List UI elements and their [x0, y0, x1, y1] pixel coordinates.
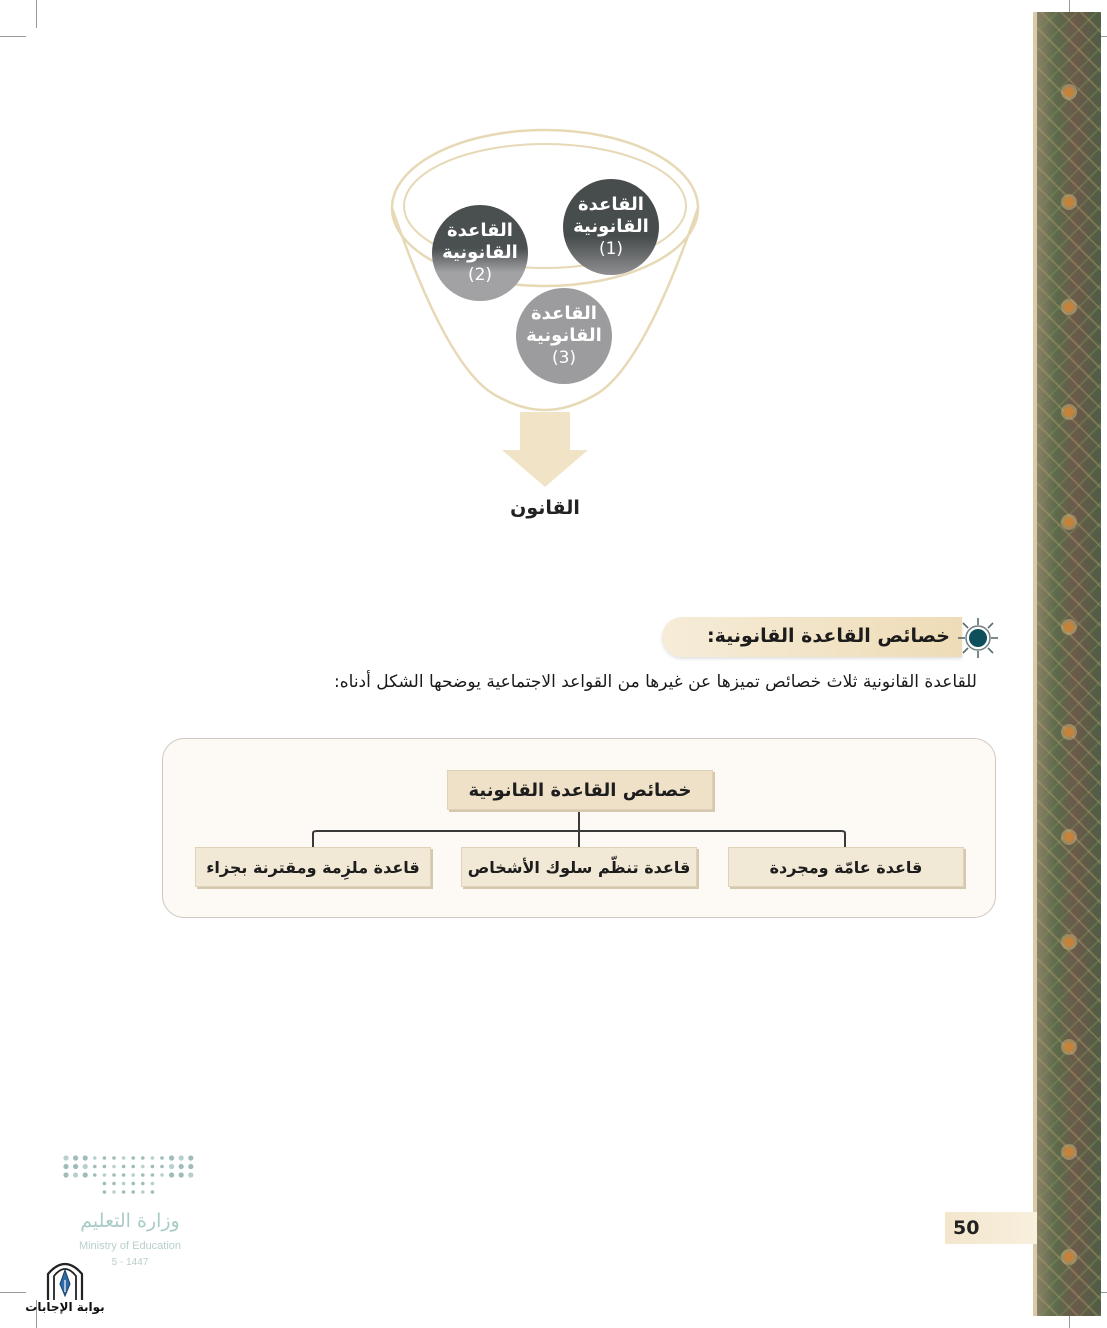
logo-dot [73, 1155, 78, 1160]
logo-dot [112, 1182, 116, 1186]
answers-portal-logo-icon [44, 1256, 86, 1302]
logo-dot [169, 1164, 174, 1169]
crop-mark [36, 0, 37, 28]
rosette-ornament [1064, 1252, 1074, 1262]
logo-dot [112, 1173, 116, 1177]
bubble-line2: القانونية [526, 325, 602, 346]
logo-dot [188, 1172, 193, 1177]
logo-dot [151, 1182, 155, 1186]
ministry-year: 5 - 1447 [111, 1257, 149, 1268]
legal-rule-bubble-1 [563, 179, 659, 275]
logo-dot [103, 1165, 107, 1169]
bubble-number: (1) [598, 239, 624, 259]
logo-dot [73, 1172, 78, 1177]
rosette-ornament [1064, 1147, 1074, 1157]
legal-rule-bubble-2 [432, 205, 528, 301]
logo-dot [112, 1190, 116, 1194]
logo-dot [151, 1173, 155, 1177]
rosette-ornament [1064, 197, 1074, 207]
characteristic-binding-penalty: قاعدة ملزِمة ومقترنة بجزاء [195, 847, 431, 887]
logo-dot [169, 1155, 174, 1160]
logo-dot [179, 1164, 184, 1169]
crop-mark [0, 36, 26, 37]
logo-dot [131, 1182, 135, 1186]
logo-dot [131, 1156, 135, 1160]
logo-dot [151, 1156, 155, 1160]
bubble-number: (3) [551, 348, 577, 368]
ministry-logo-dots-icon [62, 1154, 198, 1200]
logo-dot [63, 1164, 68, 1169]
answers-portal-label: بوابة الإجابات [25, 1300, 105, 1314]
logo-dot [122, 1182, 126, 1186]
rosette-ornament [1064, 937, 1074, 947]
rosette-ornament [1064, 407, 1074, 417]
characteristic-general-abstract: قاعدة عامّة ومجردة [728, 847, 964, 887]
logo-dot [169, 1172, 174, 1177]
logo-dot [179, 1172, 184, 1177]
law-result-label: القانون [510, 497, 580, 519]
bubble-number: (2) [467, 265, 493, 285]
logo-dot [131, 1173, 135, 1177]
bubble-line1: القاعدة [447, 220, 513, 241]
logo-dot [83, 1172, 88, 1177]
characteristics-title: خصائص القاعدة القانونية [447, 770, 713, 810]
logo-dot [103, 1173, 107, 1177]
bubble-line1: القاعدة [531, 303, 597, 324]
rosette-ornament [1064, 832, 1074, 842]
ministry-name-arabic: وزارة التعليم [80, 1210, 180, 1232]
logo-dot [122, 1156, 126, 1160]
section-heading: خصائص القاعدة القانونية: [707, 625, 950, 647]
logo-dot [63, 1155, 68, 1160]
logo-dot [122, 1190, 126, 1194]
characteristic-regulates-behavior: قاعدة تنظّم سلوك الأشخاص [461, 847, 697, 887]
logo-dot [93, 1173, 97, 1177]
logo-dot [141, 1156, 145, 1160]
logo-dot [188, 1155, 193, 1160]
logo-dot [103, 1156, 107, 1160]
decorative-side-border [1033, 12, 1101, 1316]
logo-dot [179, 1155, 184, 1160]
logo-dot [141, 1190, 145, 1194]
logo-dot [93, 1165, 97, 1169]
logo-dot [151, 1190, 155, 1194]
logo-dot [103, 1182, 107, 1186]
logo-dot [160, 1156, 164, 1160]
logo-dot [122, 1165, 126, 1169]
down-arrow [502, 412, 588, 487]
logo-dot [141, 1182, 145, 1186]
page-number-box [945, 1212, 1037, 1244]
logo-dot [63, 1172, 68, 1177]
logo-dot [83, 1164, 88, 1169]
logo-dot [160, 1173, 164, 1177]
logo-dot [122, 1173, 126, 1177]
logo-dot [141, 1173, 145, 1177]
intro-paragraph: للقاعدة القانونية ثلاث خصائص تميزها عن غيرها من القواعد الاجتماعية يوضحها الشكل أدناه: [334, 672, 977, 692]
logo-dot [151, 1165, 155, 1169]
logo-dot [131, 1165, 135, 1169]
rosette-ornament [1064, 87, 1074, 97]
page-number: 50 [953, 1217, 980, 1239]
rosette-ornament [1064, 727, 1074, 737]
crop-mark [0, 1292, 26, 1293]
logo-dot [131, 1190, 135, 1194]
logo-dot [93, 1156, 97, 1160]
logo-dot [83, 1155, 88, 1160]
sun-badge-icon [957, 617, 999, 659]
ministry-name-english: Ministry of Education [78, 1240, 182, 1252]
connector-lines [163, 739, 995, 917]
rosette-ornament [1064, 1042, 1074, 1052]
logo-dot [73, 1164, 78, 1169]
bubble-line1: القاعدة [578, 194, 644, 215]
logo-dot [160, 1165, 164, 1169]
section-heading-bar [662, 617, 962, 657]
bubble-line2: القانونية [573, 216, 649, 237]
characteristics-diagram [162, 738, 996, 918]
logo-dot [112, 1165, 116, 1169]
bubble-line2: القانونية [442, 242, 518, 263]
rosette-ornament [1064, 622, 1074, 632]
rosette-ornament [1064, 302, 1074, 312]
rosette-ornament [1064, 517, 1074, 527]
legal-rule-bubble-3 [516, 288, 612, 384]
logo-dot [103, 1190, 107, 1194]
logo-dot [112, 1156, 116, 1160]
logo-dot [141, 1165, 145, 1169]
logo-dot [188, 1164, 193, 1169]
